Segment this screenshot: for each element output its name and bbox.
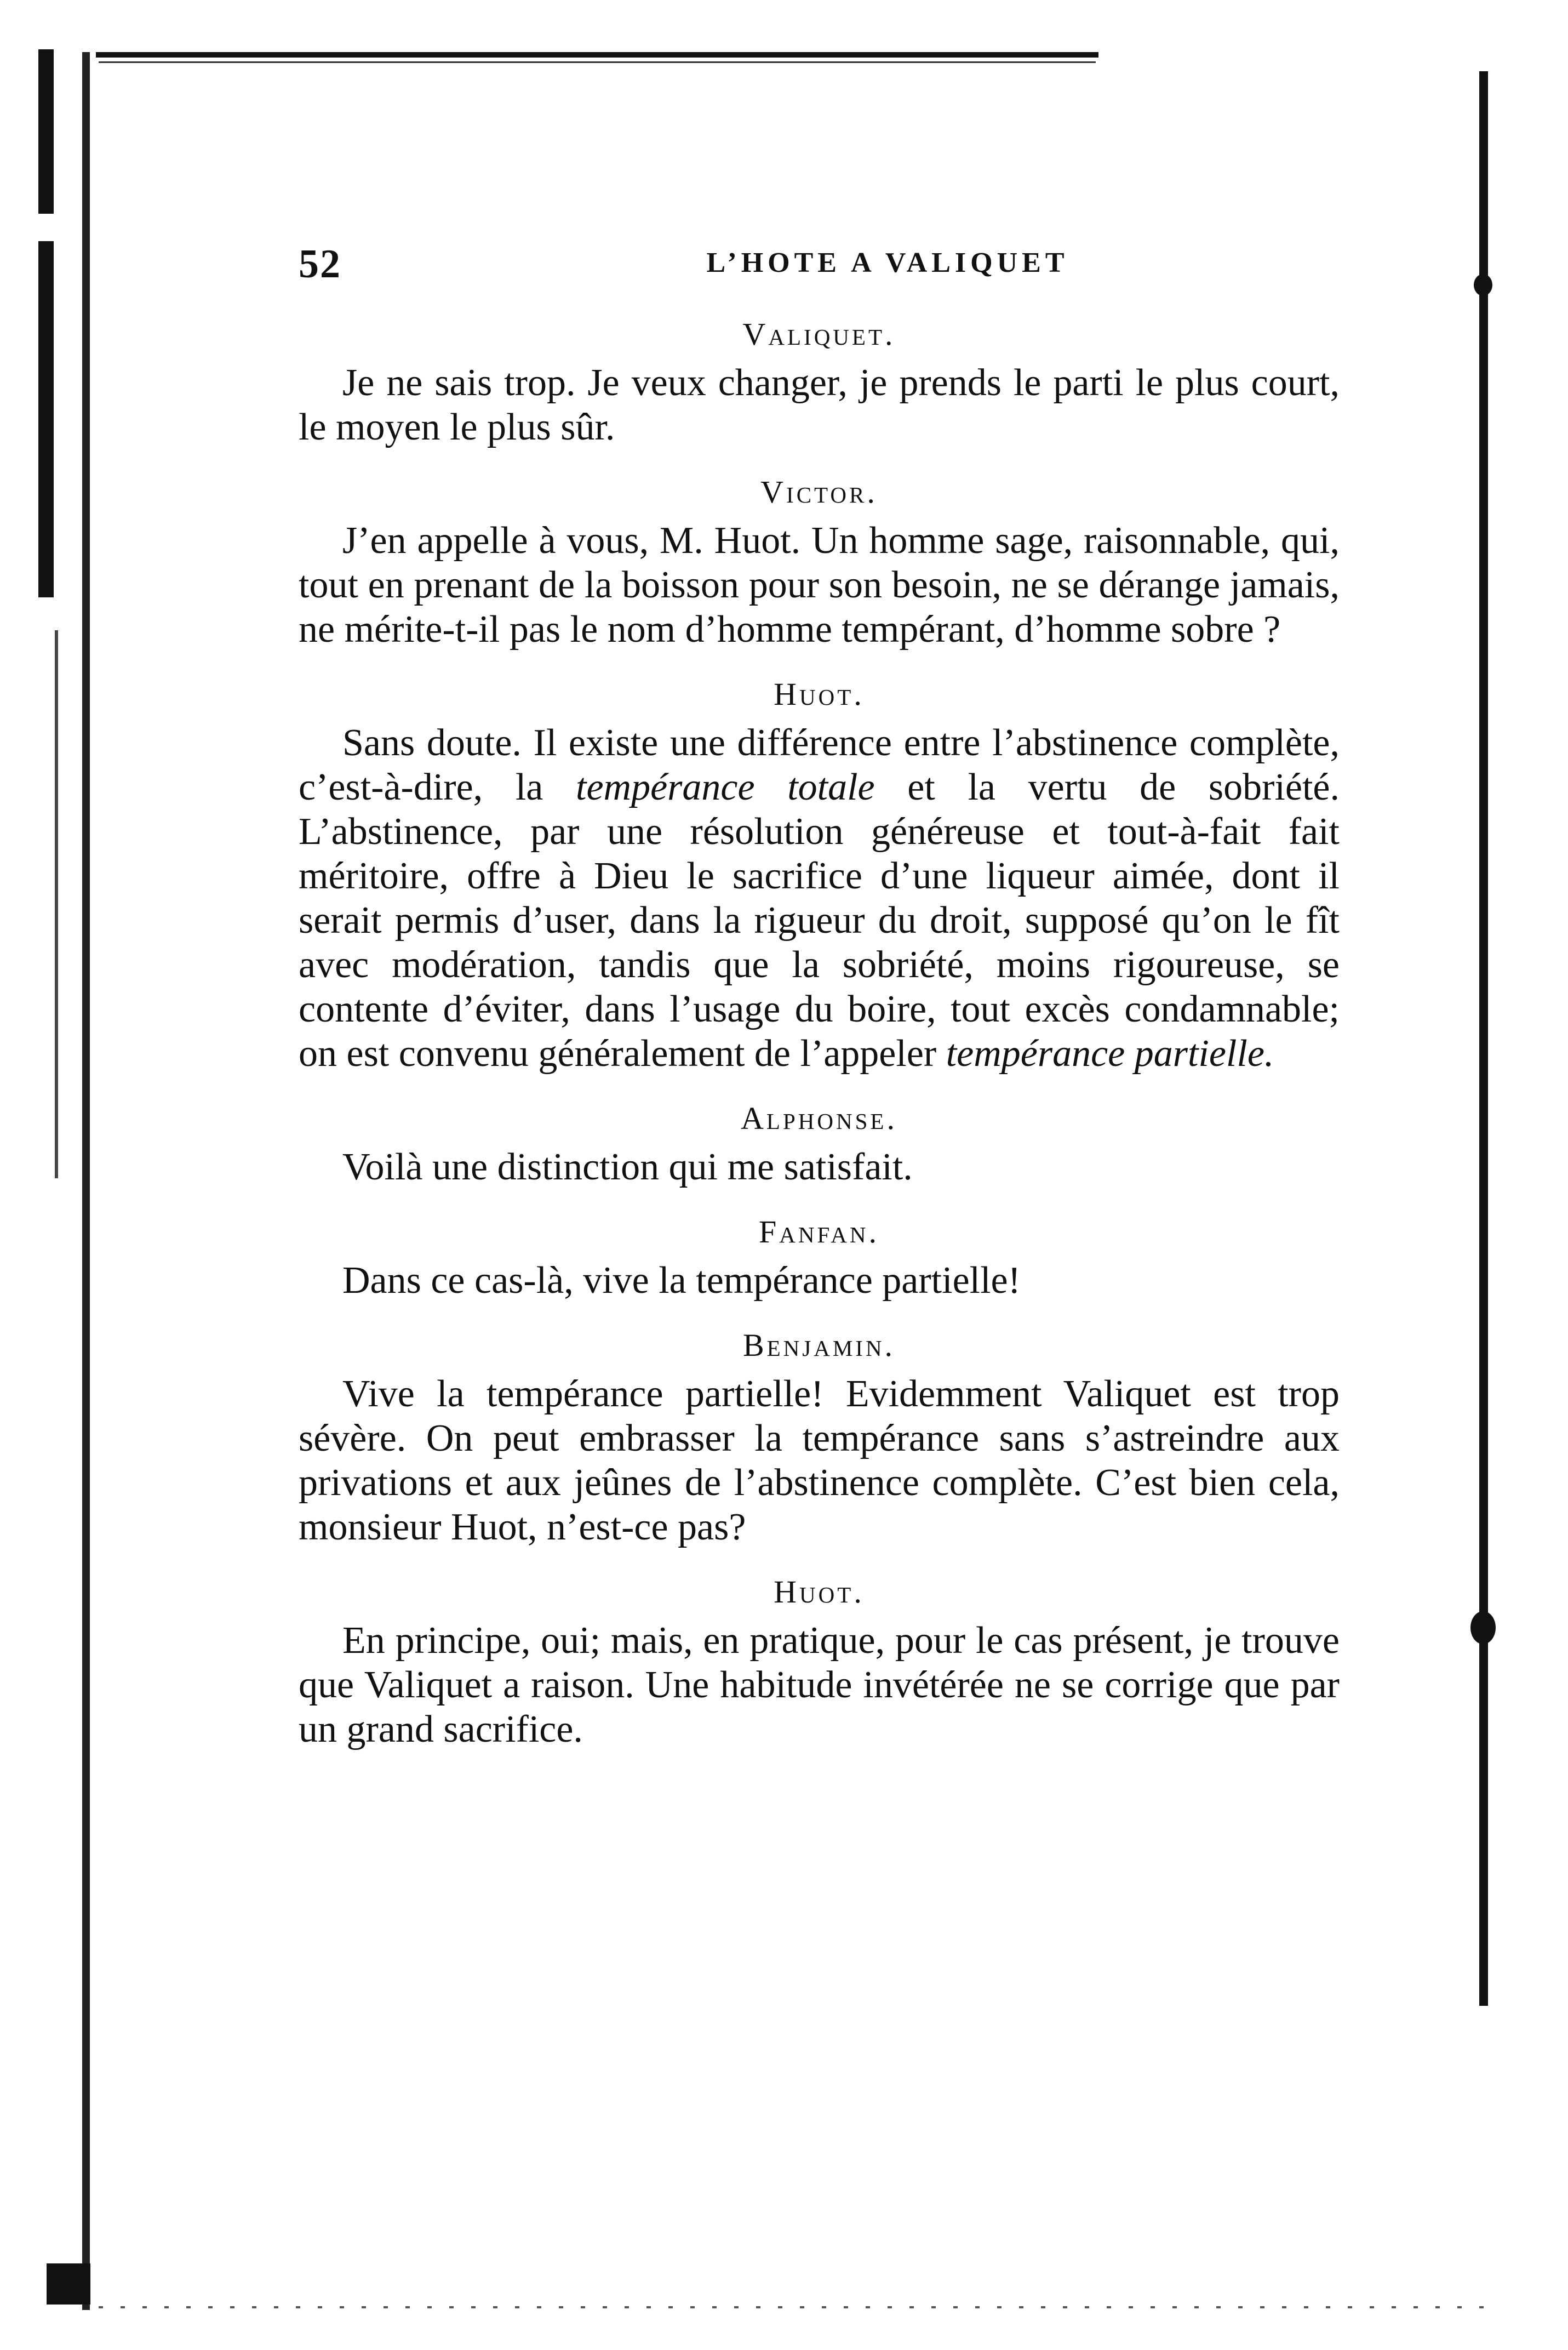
speaker-name: Huot. xyxy=(774,676,865,712)
running-head xyxy=(299,241,1340,296)
speaker-name: Alphonse. xyxy=(741,1100,897,1136)
scan-ink-blot xyxy=(1470,1611,1496,1644)
scan-left-streak xyxy=(55,630,58,1178)
italic-term: tempérance totale xyxy=(576,766,875,808)
scan-top-rule-thin xyxy=(99,61,1096,63)
speaker-name: Huot. xyxy=(774,1574,865,1610)
page-number: 52 xyxy=(299,242,341,287)
speech-paragraph xyxy=(299,721,1340,1076)
speech-paragraph: En principe, oui; mais, en pratique, pour le cas présent, je trouve que Valiquet a raison. Une habitude invétérée ne se corrige que par un grand sacrifice. xyxy=(299,1619,1340,1750)
scan-left-edge-mark xyxy=(38,241,54,597)
speaker-name: Fanfan. xyxy=(759,1214,879,1250)
scan-ink-blot xyxy=(1474,274,1492,296)
speaker-name: Benjamin. xyxy=(742,1327,896,1363)
speech-paragraph: Vive la tempérance partielle! Evidemment Valiquet est trop sévère. On peut embrasser la tempérance sans s’astreindre aux privations et aux jeûnes de l’abstinence complète. C’est bien cela, monsieur Huot, n’est-ce pas? xyxy=(299,1373,1340,1548)
speech-paragraph: J’en appelle à vous, M. Huot. Un homme sage, raisonnable, qui, tout en prenant de la boisson pour son besoin, ne se dérange jamais, ne mérite-t-il pas le nom d’homme tempérant, d’homme sobre ? xyxy=(299,520,1340,651)
speech-text: et la vertu de sobriété. L’abstinence, par une résolution généreuse et tout-à-fait fait méritoire, offre à Dieu le sacrifice d’une liqueur aimée, dont il serait permis d’user, dans la rigueur du droit, supposé qu’on le fît avec modération, tandis que la sobriété, moins rigoureuse, se contente d’éviter, dans l’usage du boire, tout excès condamnable; on est convenu généralement de l’appeler xyxy=(299,766,1340,1075)
scan-bottom-corner-mark xyxy=(47,2263,90,2305)
speech-paragraph: Voilà une distinction qui me satisfait. xyxy=(342,1146,913,1188)
scan-right-border xyxy=(1479,71,1488,2006)
scan-top-rule xyxy=(96,52,1098,58)
scan-left-edge-mark xyxy=(38,49,54,214)
book-page xyxy=(299,241,1340,1752)
speaker-name: Valiquet. xyxy=(742,316,896,352)
speaker-name: Victor. xyxy=(760,474,878,510)
running-title: L’HOTE A VALIQUET xyxy=(706,247,1069,278)
scan-bottom-edge xyxy=(99,2306,1501,2308)
italic-term: tempérance partielle. xyxy=(946,1033,1274,1075)
scan-left-border xyxy=(82,52,90,2310)
speech-paragraph: Je ne sais trop. Je veux changer, je prends le parti le plus court, le moyen le plus sûr. xyxy=(299,362,1340,448)
speech-paragraph: Dans ce cas-là, vive la tempérance partielle! xyxy=(342,1259,1021,1302)
speech-text: Sans doute. Il existe une différence entre l’abstinence complète, c’est-à-dire, la xyxy=(299,722,1340,808)
